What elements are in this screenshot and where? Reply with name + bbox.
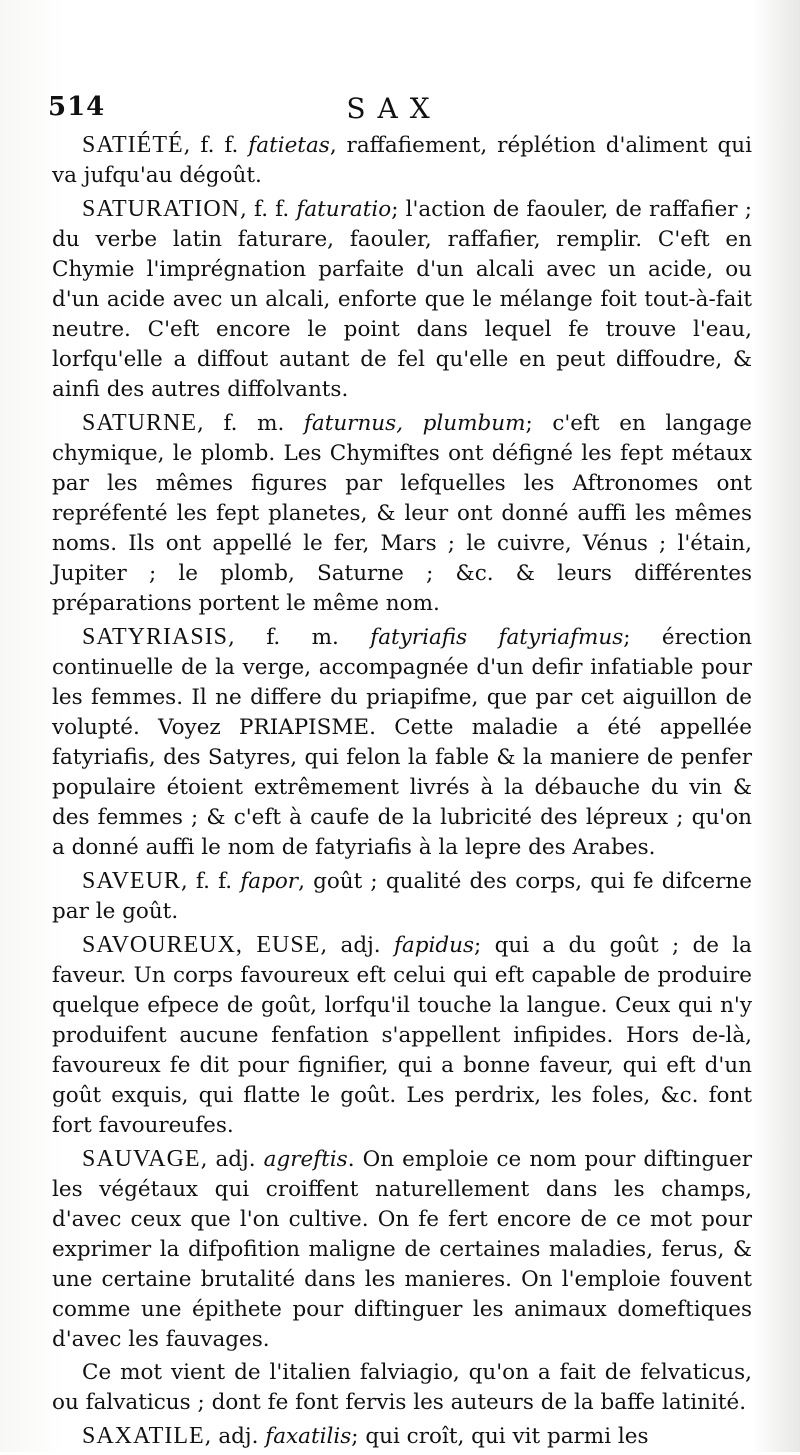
entry-text: . On emploie ce nom pour diftinguer les végétaux qui croiffent naturellement dans les champs, d'avec ceux que l'on cultive. On fe fert encore de ce mot pour exprimer la difpofition maligne de certaines maladies, ferus, & une certaine brutalité dans les manieres. On l'emploie fouvent comme une épithete pour diftinguer les animaux domeftiques d'avec les fauvages. [52,1147,753,1352]
entry-text: ; l'action de faouler, de raffafier ; du verbe latin faturare, faouler, raffafier, remplir. C'eft en Chymie l'imprégnation parfaite d'un alcali avec un acide, ou d'un acide avec un alcali, enforte que le mélange foit tout-à-fait neutre. C'eft encore le point dans lequel fe trouve l'eau, lorfqu'elle a diffout autant de fel qu'elle en peut diffoudre, & ainfi des autres diffolvants. [52,197,752,402]
entry-satiete [52,130,752,191]
entry-text: , goût ; qualité des corps, qui fe difcerne par le goût. [52,869,752,924]
page-header [48,92,740,132]
entry-text: , raffafiement, réplétion d'aliment qui va jufqu'au dégoût. [52,133,752,188]
entry-sauvage [52,1144,752,1355]
entry-savoureux [52,930,752,1141]
entry-latin: faturatio [296,197,392,222]
entry-grammar: , f. m. [197,411,285,436]
entry-latin: fapor [240,869,299,894]
entry-term: SATURNE [82,410,198,436]
entry-term: SAVEUR [82,868,181,894]
entry-latin: agreftis [263,1147,348,1172]
entry-grammar: , f. f. [240,197,290,222]
entry-latin: fatyriafis fatyriafmus [370,625,624,650]
entry-text: Ce mot vient de l'italien falviagio, qu'on a fait de felvaticus, ou falvaticus ; dont fe font fervis les auteurs de la baffe latinité. [52,1360,752,1415]
entry-term: SATURATION [82,196,241,222]
entry-latin: faxatilis [265,1424,352,1449]
entry-saxatile [52,1421,752,1452]
entry-term: SAXATILE [82,1423,205,1449]
page-number: 514 [48,92,106,122]
entry-term: SAUVAGE [82,1146,201,1172]
entry-term: SATYRIASIS [82,624,229,650]
entry-grammar: , adj. [200,1147,256,1172]
entry-grammar: , adj. [204,1424,259,1449]
entry-term: SATIÉTÉ [82,132,184,158]
entry-saturne [52,408,752,619]
entry-text: ; c'eft en langage chymique, le plomb. Les Chymiftes ont défigné les fept métaux par les mêmes figures par lefquelles les Aftronomes ont repréfenté les fept planetes, & leur ont donné auffi les mêmes noms. Ils ont appellé le fer, Mars ; le cuivre, Vénus ; l'étain, Jupiter ; le plomb, Saturne ; &c. & leurs différentes préparations portent le même nom. [52,411,753,616]
entry-grammar: , f. f. [180,869,233,894]
entry-grammar: , adj. [320,933,381,958]
entry-satyriasis [52,622,752,863]
dictionary-text [52,130,752,1455]
entry-text: ; qui croît, qui vit parmi les [351,1424,649,1449]
entry-term: SAVOUREUX, EUSE [82,932,321,958]
entry-latin: fapidus [393,933,475,958]
entry-saveur [52,866,752,927]
entry-sauvage-etymology [52,1358,752,1418]
entry-grammar: , f. f. [183,133,239,158]
entry-text: ; érection continuelle de la verge, accompagnée d'un defir infatiable pour les femmes. Il ne differe du priapifme, que par cet aiguillon de volupté. Voyez PRIAPISME. Cette maladie a été appellée fatyriafis, des Satyres, qui felon la fable & la maniere de penfer populaire étoient extrêmement livrés à la débauche du vin & des femmes ; & c'eft à caufe de la lubricité des lépreux ; qu'on a donné auffi le nom de fatyriafis à la lepre des Arabes. [52,625,752,860]
entry-text: ; qui a du goût ; de la faveur. Un corps favoureux eft celui qui eft capable de produire quelque efpece de goût, lorfqu'il touche la langue. Ceux qui n'y produifent aucune fenfation s'appellent infipides. Hors de-là, favoureux fe dit pour fignifier, qui a bonne faveur, qui eft d'un goût exquis, qui flatte le goût. Les perdrix, les foles, &c. font fort favoureufes. [52,933,753,1138]
entry-latin: faturnus, plumbum [303,411,526,436]
entry-latin: fatietas [248,133,330,158]
entry-saturation [52,194,752,405]
entry-grammar: , f. m. [228,625,339,650]
running-head: SAX [346,92,442,125]
